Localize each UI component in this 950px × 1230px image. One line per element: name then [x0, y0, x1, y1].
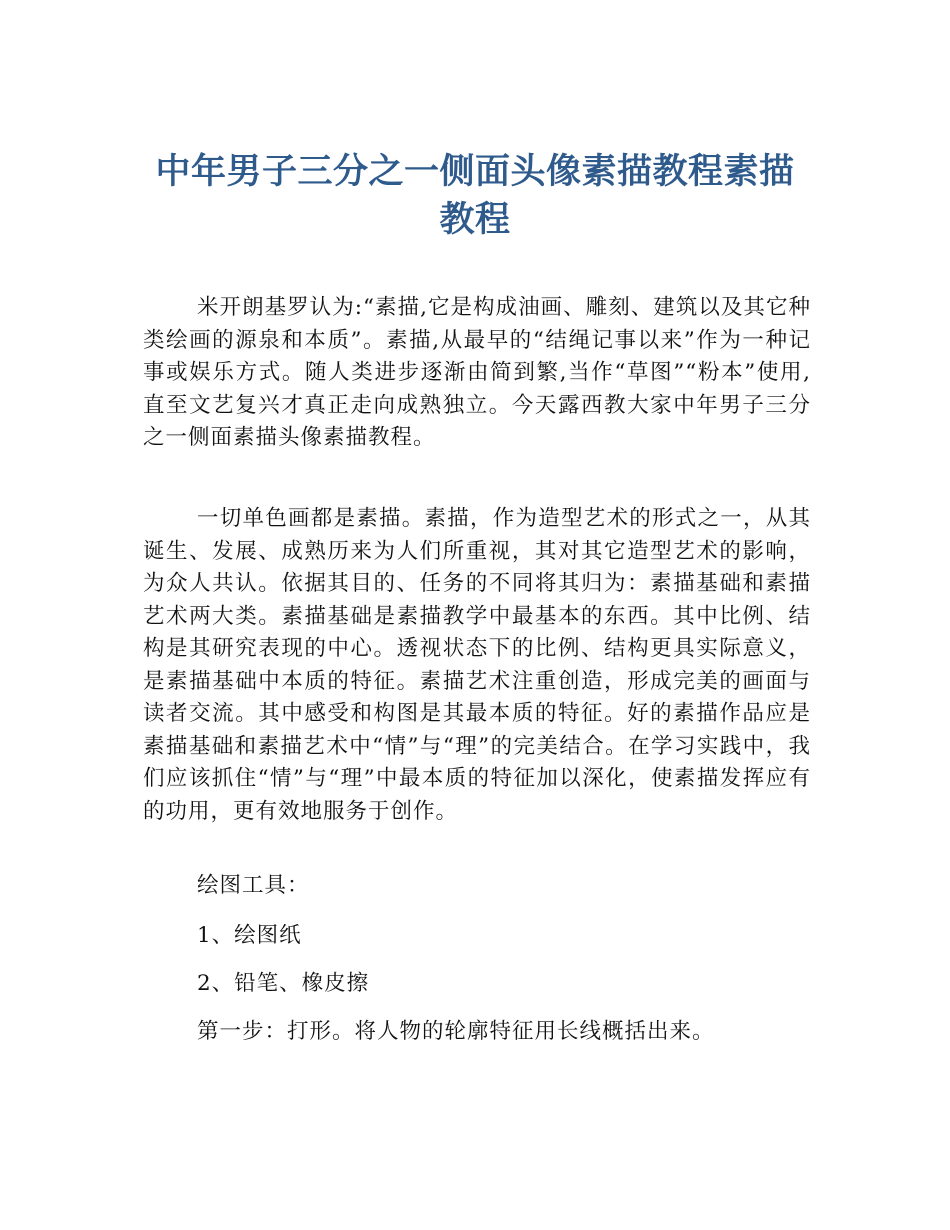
paragraph-sketch-definition: 一切单色画都是素描。素描，作为造型艺术的形式之一，从其诞生、发展、成熟历来为人们所重视，其对其它造型艺术的影响，为众人共认。依据其目的、任务的不同将其归为：素描基础和素描艺术两大类。素描基础是素描教学中最基本的东西。其中比例、结构是其研究表现的中心。透视状态下的比例、结构更具实际意义，是素描基础中本质的特征。素描艺术注重创造，形成完美的画面与读者交流。其中感受和构图是其最本质的特征。好的素描作品应是素描基础和素描艺术中“情”与“理”的完美结合。在学习实践中，我们应该抓住“情”与“理”中最本质的特征加以深化，使素描发挥应有的功用，更有效地服务于创作。 — [143, 506, 811, 824]
tools-heading: 绘图工具： — [197, 873, 310, 898]
document-title: 中年男子三分之一侧面头像素描教程素描教程 — [155, 152, 795, 240]
paragraph-intro: 米开朗基罗认为:“素描,它是构成油画、雕刻、建筑以及其它种类绘画的源泉和本质”。素描,从最早的“结绳记事以来”作为一种记事或娱乐方式。随人类进步逐渐由简到繁,当作“草图”“粉本”使用,直至文艺复兴才真正走向成熟独立。今天露西教大家中年男子三分之一侧面素描头像素描教程。 — [143, 295, 811, 450]
step-one: 第一步：打形。将人物的轮廓特征用长线概括出来。 — [197, 1019, 715, 1044]
tool-item-paper: 1、绘图纸 — [197, 923, 302, 948]
tool-item-pencil-eraser: 2、铅笔、橡皮擦 — [197, 971, 370, 996]
